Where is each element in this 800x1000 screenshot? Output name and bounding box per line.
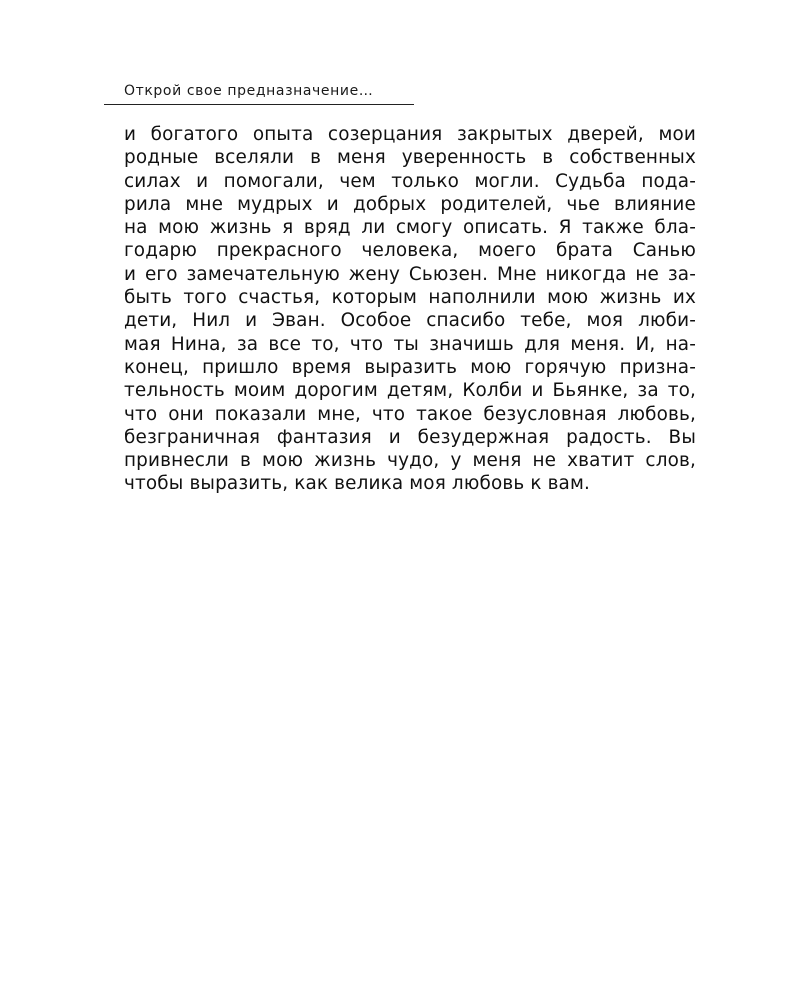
text-line: тельность моим дорогим детям, Колби и Бьянке, за то, xyxy=(124,380,696,402)
text-line: дети, Нил и Эван. Особое спасибо тебе, моя люби- xyxy=(124,310,696,332)
body-paragraph xyxy=(124,123,696,496)
running-head xyxy=(104,80,414,105)
text-line: конец, пришло время выразить мою горячую призна- xyxy=(124,356,696,378)
text-line: на мою жизнь я вряд ли смогу описать. Я также бла- xyxy=(124,217,696,239)
text-line: годарю прекрасного человека, моего брата Санью xyxy=(124,240,696,262)
running-head-title: Открой свое предназначение… xyxy=(124,83,374,99)
text-line: мая Нина, за все то, что ты значишь для меня. И, на- xyxy=(124,333,696,355)
text-line: привнесли в мою жизнь чудо, у меня не хватит слов, xyxy=(124,450,696,472)
text-line: что они показали мне, что такое безусловная любовь, xyxy=(124,403,696,425)
text-line: быть того счастья, которым наполнили мою жизнь их xyxy=(124,287,696,309)
text-line: родные вселяли в меня уверенность в собственных xyxy=(124,147,696,169)
text-line: и богатого опыта созерцания закрытых дверей, мои xyxy=(124,124,696,145)
text-line: силах и помогали, чем только могли. Судьба пода- xyxy=(124,170,696,192)
text-line: и его замечательную жену Сьюзен. Мне никогда не за- xyxy=(124,263,696,285)
text-line: рила мне мудрых и добрых родителей, чье влияние xyxy=(124,193,696,215)
text-line: чтобы выразить, как велика моя любовь к вам. xyxy=(124,473,590,495)
text-line: безграничная фантазия и безудержная радость. Вы xyxy=(124,426,696,448)
